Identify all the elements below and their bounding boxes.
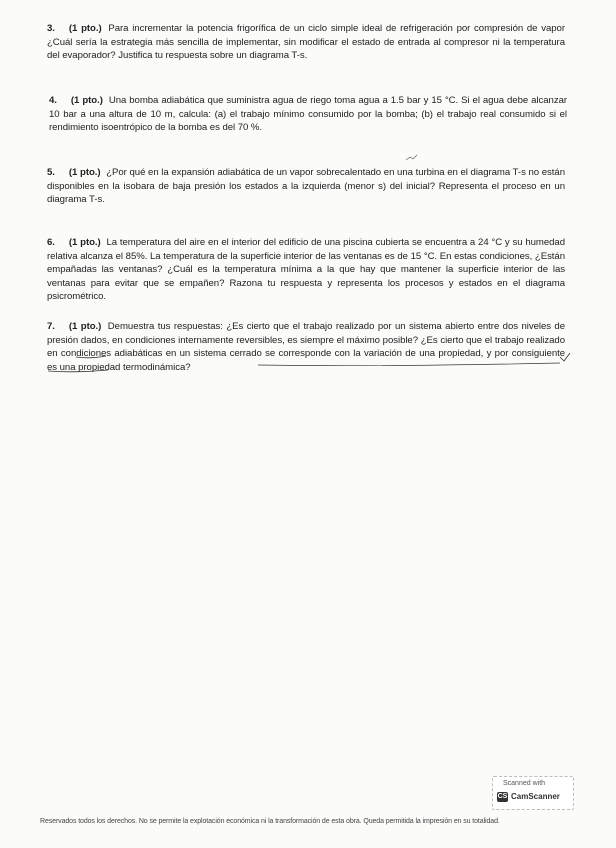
question-text: Para incrementar la potencia frigorífica de un ciclo simple ideal de refrigeración por compresión de vapor ¿Cuál sería la estrategia más sencilla de implementar, sin modificar el estado de entrada al compresor ni la temperatura del evaporador? Justifica tu respuesta sobre un diagrama T-s. bbox=[47, 23, 565, 62]
question-5 bbox=[47, 166, 565, 207]
camscanner-logo-icon: CS bbox=[497, 793, 508, 800]
camscanner-watermark bbox=[492, 776, 574, 810]
camscanner-brand: CamScanner bbox=[511, 792, 560, 801]
question-points: (1 pto.) bbox=[68, 23, 102, 34]
question-number: 7. bbox=[47, 321, 55, 332]
scanned-with-label: Scanned with bbox=[503, 780, 546, 787]
question-7 bbox=[47, 320, 565, 374]
question-number: 4. bbox=[49, 95, 57, 106]
question-points: (1 pto.) bbox=[68, 321, 102, 332]
question-number: 3. bbox=[47, 23, 55, 34]
question-text: La temperatura del aire en el interior del edificio de una piscina cubierta se encuentra a 24 °C y su humedad relativa alcanza el 85%. La temperatura de la superficie interior de las ventanas es de 15 °C. En estas condiciones, ¿Están empañadas las ventanas? ¿Cuál es la temperatura mínima a la que hay que mantener la superficie interior de las ventanas para evitar que se empañen? Razona tu respuesta y representa los procesos y estados en el diagrama psicrométrico. bbox=[47, 237, 565, 303]
question-text: ¿Por qué en la expansión adiabática de un vapor sobrecalentado en una turbina en el diagrama T-s no están disponibles en la isobara de baja presión los estados a la izquierda (menor s) del inicial? Representa el proceso en un diagrama T-s. bbox=[47, 167, 565, 206]
question-points: (1 pto.) bbox=[70, 95, 103, 106]
question-text: Una bomba adiabática que suministra agua de riego toma agua a 1.5 bar y 15 °C. Si el agua debe alcanzar 10 bar a una altura de 10 m, calcula: (a) el trabajo mínimo consumido por la bomba; (b) el trabajo real consumido si el rendimiento isoentrópico de la bomba es del 70 %. bbox=[49, 95, 567, 134]
question-points: (1 pto.) bbox=[68, 237, 101, 248]
question-number: 6. bbox=[47, 237, 55, 248]
question-6 bbox=[47, 236, 565, 304]
question-3 bbox=[47, 22, 565, 63]
question-text: Demuestra tus respuestas: ¿Es cierto que el trabajo realizado por un sistema abierto entre dos niveles de presión dados, en condiciones internamente reversibles, es siempre el máximo posible? ¿Es cierto que el trabajo realizado en condiciones adiabáticas en un sistema cerrado se corresponde con la variación de una propiedad, y por consiguiente es una propiedad termodinámica? bbox=[47, 321, 566, 373]
question-points: (1 pto.) bbox=[68, 167, 101, 178]
question-number: 5. bbox=[47, 167, 55, 178]
copyright-footer: Reservados todos los derechos. No se permite la explotación económica ni la transformación de esta obra. Queda permitida la impresión en su totalidad. bbox=[40, 818, 500, 825]
question-4 bbox=[49, 94, 567, 135]
